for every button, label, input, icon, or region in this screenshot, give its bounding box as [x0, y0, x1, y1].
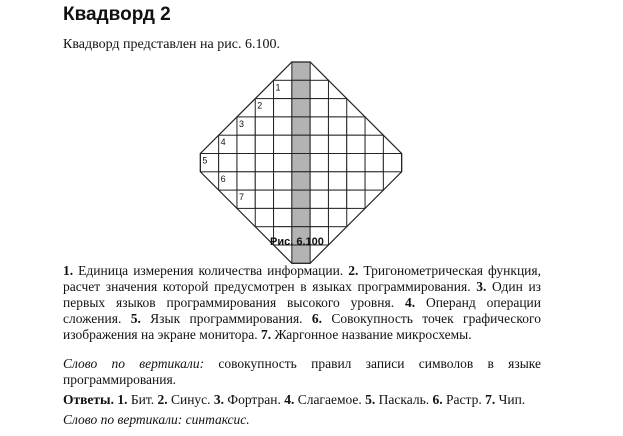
clues-list	[63, 263, 541, 343]
grid-cell	[274, 190, 292, 208]
grid-cell-vertical	[292, 117, 310, 135]
grid-cell	[310, 80, 328, 98]
grid-cell	[310, 154, 328, 172]
grid-cell-vertical	[292, 99, 310, 117]
grid-cell	[310, 208, 328, 226]
clue-number: 1.	[63, 263, 74, 278]
grid-cell	[274, 208, 292, 226]
grid-cell	[365, 172, 383, 190]
grid-cell	[274, 154, 292, 172]
answer-text: Бит.	[127, 392, 158, 407]
grid-cell	[347, 135, 365, 153]
answer-text: Слагаемое.	[294, 392, 366, 407]
grid-cell	[328, 172, 346, 190]
answer-text: Синус.	[167, 392, 214, 407]
grid-cell-vertical	[292, 208, 310, 226]
clue-number: 7.	[261, 327, 272, 342]
answer-text: Растр.	[442, 392, 486, 407]
row-number: 1	[275, 82, 281, 93]
grid-cell	[328, 117, 346, 135]
grid-cell	[347, 117, 365, 135]
grid-cell-vertical	[292, 190, 310, 208]
grid-cell	[365, 154, 383, 172]
grid-cell-vertical	[292, 62, 310, 80]
row-number: 7	[238, 192, 244, 203]
answer-number: 1.	[117, 392, 128, 407]
grid-cell	[310, 117, 328, 135]
clue-text: Совокупность точек графического изображения на экране монитора.	[63, 311, 541, 342]
grid-cell-vertical	[292, 135, 310, 153]
grid-cell	[310, 190, 328, 208]
answer-number: 6.	[432, 392, 443, 407]
grid-cell	[255, 208, 273, 226]
grid-cell	[255, 154, 273, 172]
grid-cell	[347, 154, 365, 172]
clue-text: Один из первых языков программирования высокого уровня.	[63, 279, 542, 310]
row-number: 5	[202, 155, 208, 166]
grid-cell	[310, 99, 328, 117]
grid-cell	[274, 99, 292, 117]
grid-cell	[365, 135, 383, 153]
grid-cell	[219, 154, 237, 172]
grid-cell	[347, 190, 365, 208]
row-number: 6	[220, 173, 226, 184]
answer-number: 2.	[157, 392, 168, 407]
grid-cell	[255, 172, 273, 190]
grid-cell	[274, 135, 292, 153]
grid-cell	[328, 190, 346, 208]
answer-text: Чип.	[495, 392, 526, 407]
vertical-answer-text: синтаксис.	[185, 412, 250, 427]
page-title: Квадворд 2	[63, 4, 171, 25]
clue-number: 3.	[476, 279, 487, 294]
grid-cell	[237, 154, 255, 172]
row-number: 4	[220, 137, 226, 148]
answer-number: 3.	[213, 392, 225, 407]
grid-cell	[237, 135, 255, 153]
grid-cell-vertical	[292, 154, 310, 172]
answer-number: 5.	[365, 392, 376, 407]
clue-text: Язык программирования.	[140, 311, 312, 326]
grid-cell	[328, 135, 346, 153]
clue-text: Жаргонное название микросхемы.	[271, 327, 472, 342]
grid-cell-vertical	[292, 172, 310, 190]
row-number: 3	[238, 118, 244, 129]
grid-cell	[310, 135, 328, 153]
answers	[63, 392, 553, 408]
grid-cell	[328, 99, 346, 117]
answer-number: 7.	[485, 392, 496, 407]
answer-text: Фортран.	[224, 392, 285, 407]
row-number: 2	[257, 100, 263, 111]
figure-caption: Рис. 6.100	[270, 236, 324, 248]
clue-text: Тригонометрическая функция, расчет значения которой предусмотрен в языках программирования.	[63, 263, 541, 294]
answers-label: Ответы.	[63, 392, 114, 407]
grid-cell	[255, 190, 273, 208]
answer-text: Паскаль.	[375, 392, 433, 407]
vertical-answer	[63, 412, 541, 428]
grid-cell	[274, 117, 292, 135]
clue-number: 5.	[130, 311, 141, 326]
clue-number: 4.	[404, 295, 416, 310]
vertical-clue	[63, 356, 541, 388]
clue-text: Операнд операции сложения.	[63, 295, 541, 326]
vertical-clue-label: Слово по вертикали:	[63, 356, 205, 371]
grid-cell	[237, 172, 255, 190]
vertical-clue-text: совокупность правил записи символов в языке программирования.	[63, 356, 541, 387]
grid-cell	[328, 208, 346, 226]
clue-text: Единица измерения количества информации.	[73, 263, 349, 278]
grid-cell	[255, 135, 273, 153]
grid-cell	[255, 117, 273, 135]
vertical-answer-label: Слово по вертикали:	[63, 412, 183, 427]
answer-number: 4.	[284, 392, 295, 407]
grid-cell-vertical	[292, 80, 310, 98]
grid-cell	[274, 172, 292, 190]
grid-cell	[328, 154, 346, 172]
grid-cell	[310, 172, 328, 190]
intro-text: Квадворд представлен на рис. 6.100.	[63, 37, 280, 52]
clue-number: 6.	[311, 311, 323, 326]
grid-cell	[347, 172, 365, 190]
clue-number: 2.	[348, 263, 359, 278]
grid-cell	[383, 154, 401, 172]
